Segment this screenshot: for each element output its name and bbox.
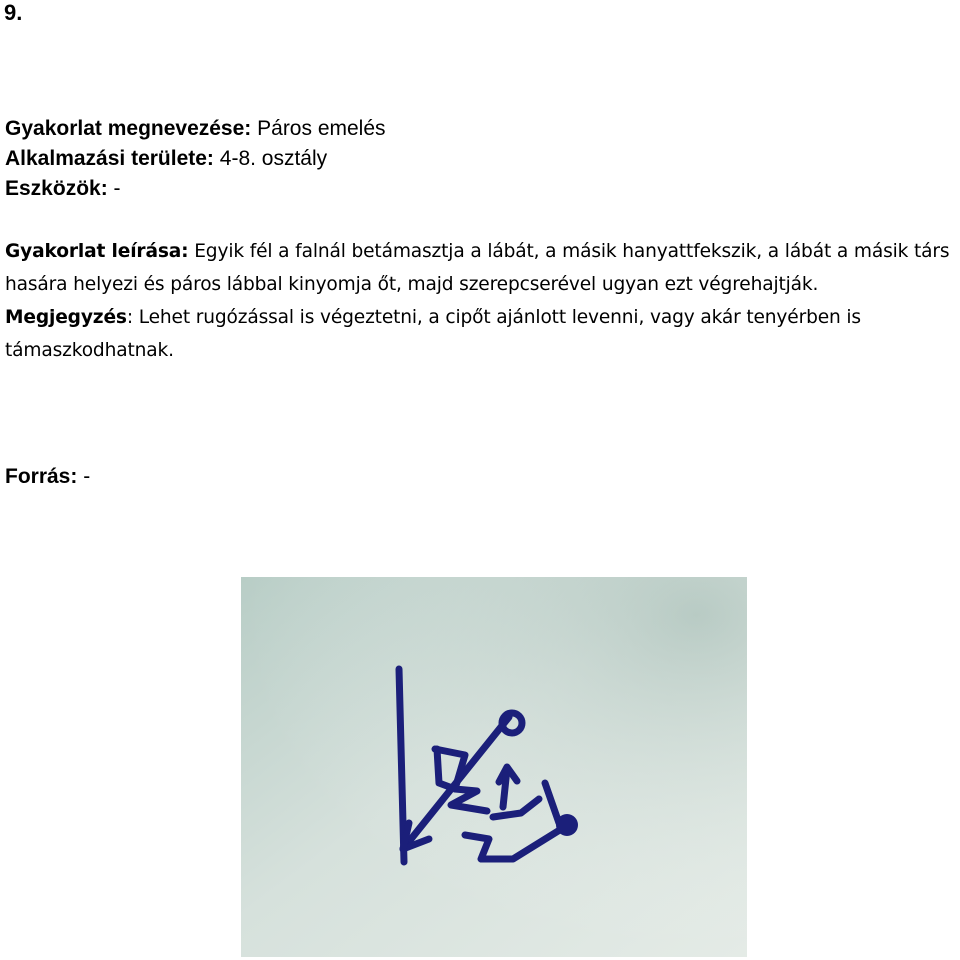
application-area-line (5, 144, 327, 174)
application-area-label: Alkalmazási területe: (5, 147, 214, 170)
description-block (5, 235, 960, 367)
application-area-value: 4-8. osztály (213, 147, 328, 170)
exercise-name-label: Gyakorlat megnevezése: (5, 117, 252, 140)
tools-value: - (107, 177, 121, 200)
exercise-number: 9. (4, 0, 23, 25)
tools-line (5, 174, 121, 204)
source-value: - (77, 465, 91, 488)
source-line (5, 462, 90, 492)
note-label: Megjegyzés (5, 307, 127, 328)
description-text: Egyik fél a falnál betámasztja a lábát, a másik hanyattfekszik, a lábát a másik társ hasára helyezi és páros lábbal kinyomja őt, majd szerepcserével ugyan ezt végrehajtják. (5, 241, 950, 295)
exercise-sketch-photo (241, 577, 747, 957)
exercise-name-line (5, 114, 386, 144)
description-label: Gyakorlat leírása: (5, 241, 189, 262)
source-label: Forrás: (5, 465, 78, 488)
hand-drawn-exercise-sketch-icon (241, 577, 747, 957)
exercise-name-value: Páros emelés (251, 117, 386, 140)
note-text: : Lehet rugózással is végeztetni, a cipőt ajánlott levenni, vagy akár tenyérben is támaszkodhatnak. (5, 307, 861, 361)
tools-label: Eszközök: (5, 177, 108, 200)
